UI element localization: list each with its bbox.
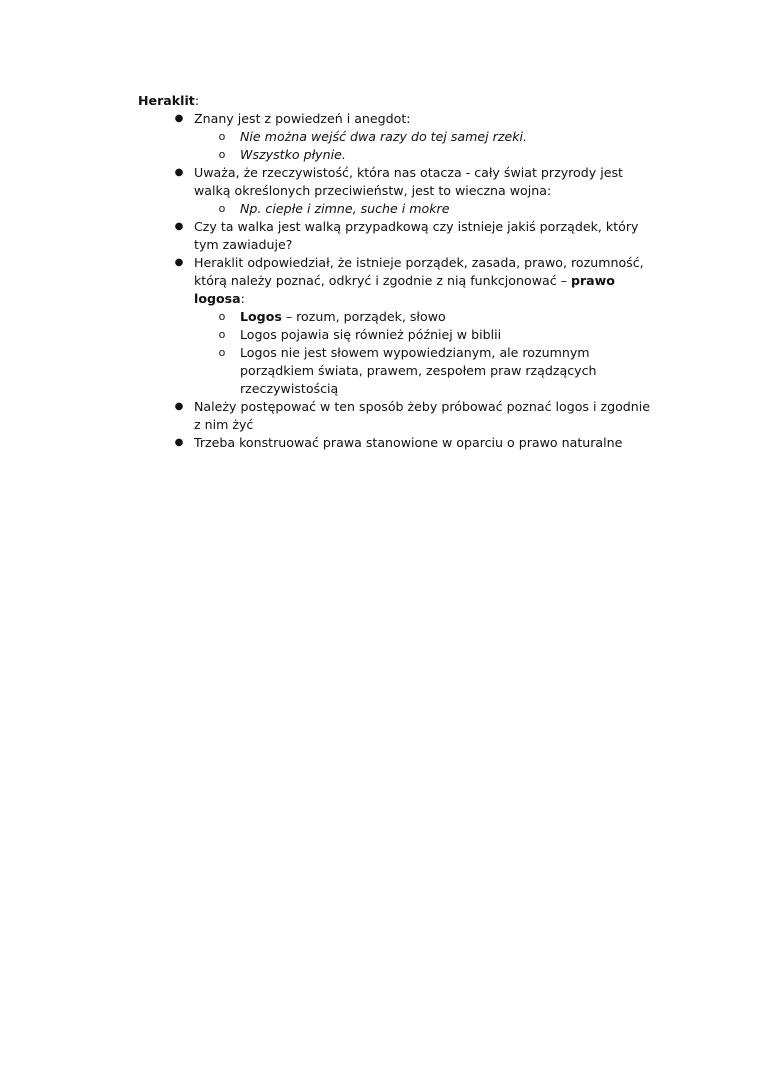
sub-bullet-icon: o [218, 202, 226, 215]
bullet-icon: ● [174, 401, 184, 412]
item-text-bold: prawo logosa [194, 273, 615, 306]
heading [138, 92, 658, 110]
sub-bullet-icon: o [218, 328, 226, 341]
sub-item-text: Logos nie jest słowem wypowiedzianym, ale rozumnym porządkiem świata, prawem, zespołem praw rządzących rzeczywistością [240, 345, 597, 396]
sub-list [194, 200, 658, 218]
sub-list [194, 308, 658, 398]
item-text: Uważa, że rzeczywistość, która nas otacza - cały świat przyrody jest walką określonych przeciwieństw, jest to wieczna wojna: [194, 165, 623, 198]
sub-list-item [138, 344, 658, 398]
item-text-after: : [240, 291, 245, 306]
list-item [138, 254, 658, 398]
sub-bullet-icon: o [218, 130, 226, 143]
list-item [138, 110, 658, 164]
sub-item-text: Np. ciepłe i zimne, suche i mokre [240, 201, 450, 216]
list-item [138, 218, 658, 254]
sub-bullet-icon: o [218, 310, 226, 323]
sub-list [194, 128, 658, 164]
item-text: Czy ta walka jest walką przypadkową czy istnieje jakiś porządek, który tym zawiaduje? [194, 219, 639, 252]
sub-item-text: Wszystko płynie. [240, 147, 346, 162]
item-text: Znany jest z powiedzeń i anegdot: [194, 111, 411, 126]
sub-bullet-icon: o [218, 346, 226, 359]
heading-colon: : [194, 93, 200, 108]
document-page [138, 92, 658, 452]
sub-bullet-icon: o [218, 148, 226, 161]
sub-item-text: Nie można wejść dwa razy do tej samej rzeki. [240, 129, 527, 144]
bullet-icon: ● [174, 167, 184, 178]
bullet-icon: ● [174, 221, 184, 232]
sub-list-item [138, 308, 658, 326]
sub-list-item [138, 200, 658, 218]
heading-title: Heraklit [138, 93, 195, 108]
sub-item-text: Logos pojawia się również później w biblii [240, 327, 502, 342]
bullet-icon: ● [174, 437, 184, 448]
bullet-icon: ● [174, 113, 184, 124]
item-text: Należy postępować w ten sposób żeby próbować poznać logos i zgodnie z nim żyć [194, 399, 651, 432]
list-item [138, 398, 658, 434]
sub-list-item [138, 146, 658, 164]
sub-item-definition: – rozum, porządek, słowo [281, 309, 446, 324]
list-item [138, 164, 658, 218]
main-list [138, 110, 658, 452]
bullet-icon: ● [174, 257, 184, 268]
item-text: Trzeba konstruować prawa stanowione w oparciu o prawo naturalne [194, 435, 623, 450]
list-item [138, 434, 658, 452]
sub-list-item [138, 326, 658, 344]
sub-list-item [138, 128, 658, 146]
item-text-before: Heraklit odpowiedział, że istnieje porządek, zasada, prawo, rozumność, którą należy poznać, odkryć i zgodnie z nią funkcjonować – [194, 255, 644, 288]
sub-item-term: Logos [240, 309, 282, 324]
